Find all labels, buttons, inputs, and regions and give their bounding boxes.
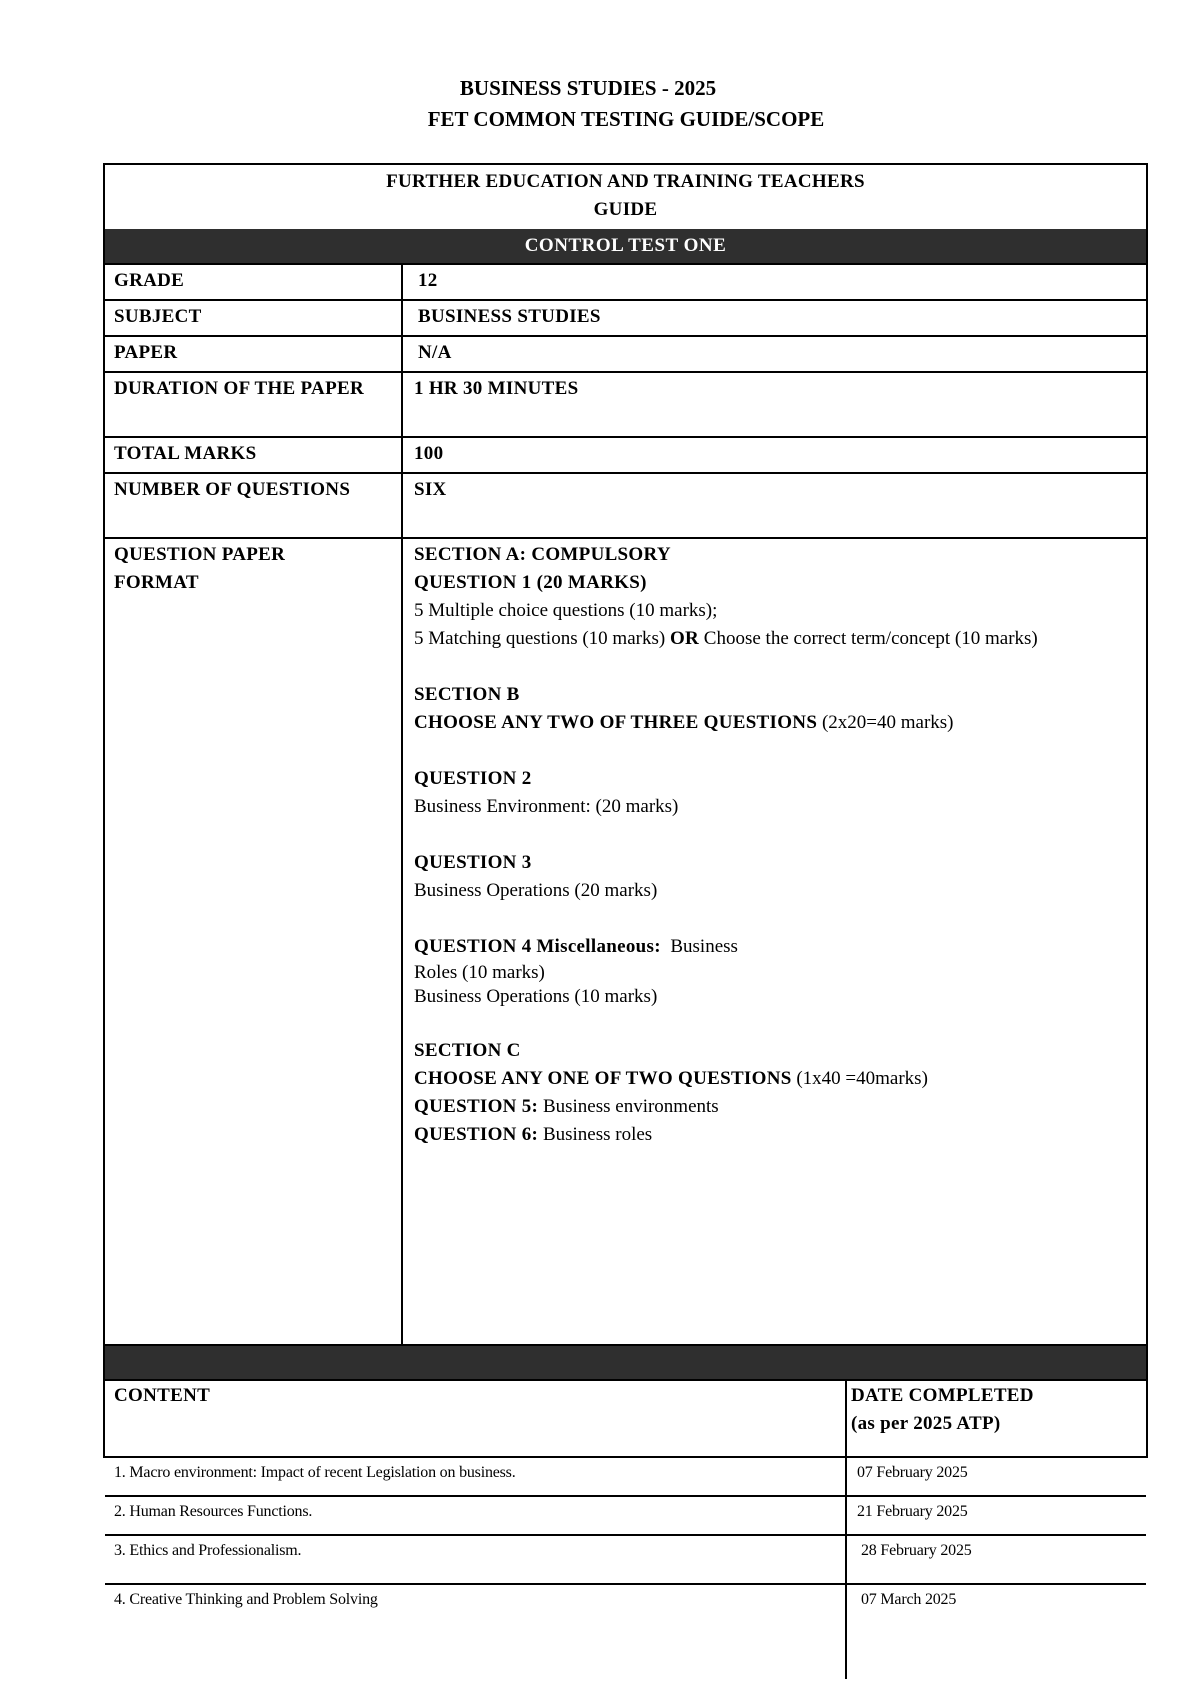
content-separator-bar [105,1346,1146,1379]
section-c-instruction: CHOOSE ANY ONE OF TWO QUESTIONS (1x40 =40marks) [414,1068,928,1089]
question-4-roles: Roles (10 marks) [414,962,545,983]
row-divider [105,1583,1146,1585]
control-test-bar: CONTROL TEST ONE [105,229,1146,263]
row-divider [105,537,1146,539]
row-divider [105,472,1146,474]
row-divider [105,1495,1146,1497]
date-completed-header [851,1382,1034,1438]
number-of-questions-value: SIX [414,479,447,500]
question-4-heading: QUESTION 4 Miscellaneous: Business [414,936,738,957]
row-divider [105,1379,1146,1381]
document-subtitle: FET COMMON TESTING GUIDE/SCOPE [427,107,825,131]
subject-value: BUSINESS STUDIES [418,306,601,327]
content-row-2-date: 21 February 2025 [857,1503,968,1520]
row-divider [105,335,1146,337]
section-c-heading: SECTION C [414,1040,521,1061]
duration-label: DURATION OF THE PAPER [114,378,364,399]
question-2-text: Business Environment: (20 marks) [414,796,679,817]
content-column-divider [845,1379,847,1679]
question-3-text: Business Operations (20 marks) [414,880,658,901]
question-6-line: QUESTION 6: Business roles [414,1124,653,1145]
paper-label: PAPER [114,342,178,363]
content-row-1-date: 07 February 2025 [857,1464,968,1481]
content-row-2: 2. Human Resources Functions. [114,1503,313,1520]
question-1-line2: 5 Matching questions (10 marks) OR Choose the correct term/concept (10 marks) [414,628,1038,649]
guide-header-line2: GUIDE [593,199,658,220]
section-a-heading: SECTION A: COMPULSORY [414,544,671,565]
row-divider [105,263,1146,265]
column-divider [401,263,403,1344]
question-3-heading: QUESTION 3 [414,852,532,873]
document-title: BUSINESS STUDIES - 2025 [459,76,717,100]
subject-label: SUBJECT [114,306,202,327]
question-2-heading: QUESTION 2 [414,768,532,789]
row-divider [105,371,1146,373]
content-row-1: 1. Macro environment: Impact of recent Legislation on business. [114,1464,516,1481]
guide-table [103,163,1148,1608]
row-divider [105,436,1146,438]
question-5-line: QUESTION 5: Business environments [414,1096,719,1117]
date-header-line2: (as per 2025 ATP) [851,1413,1001,1434]
content-row-3: 3. Ethics and Professionalism. [114,1542,302,1559]
row-divider [105,299,1146,301]
duration-value: 1 HR 30 MINUTES [414,378,579,399]
guide-header [105,168,1146,224]
question-1-heading: QUESTION 1 (20 MARKS) [414,572,647,593]
paper-value: N/A [418,342,452,363]
section-b-instruction: CHOOSE ANY TWO OF THREE QUESTIONS (2x20=40 marks) [414,712,954,733]
row-divider [105,1534,1146,1536]
content-row-4-date: 07 March 2025 [861,1591,957,1608]
row-divider [105,1456,1146,1458]
format-label-line2: FORMAT [114,572,199,593]
content-column-header: CONTENT [114,1385,211,1406]
number-of-questions-label: NUMBER OF QUESTIONS [114,479,351,500]
guide-header-line1: FURTHER EDUCATION AND TRAINING TEACHERS [386,171,865,192]
total-marks-value: 100 [414,443,444,464]
date-header-line1: DATE COMPLETED [851,1385,1034,1406]
question-4-operations: Business Operations (10 marks) [414,986,658,1007]
question-paper-format-label [114,541,285,597]
grade-label: GRADE [114,270,185,291]
format-label-line1: QUESTION PAPER [114,544,286,565]
content-row-4: 4. Creative Thinking and Problem Solving [114,1591,378,1608]
question-paper-format [414,541,1144,1149]
section-b-heading: SECTION B [414,684,520,705]
grade-value: 12 [418,270,438,291]
total-marks-label: TOTAL MARKS [114,443,257,464]
content-row-3-date: 28 February 2025 [861,1542,972,1559]
question-1-line1: 5 Multiple choice questions (10 marks); [414,600,718,621]
